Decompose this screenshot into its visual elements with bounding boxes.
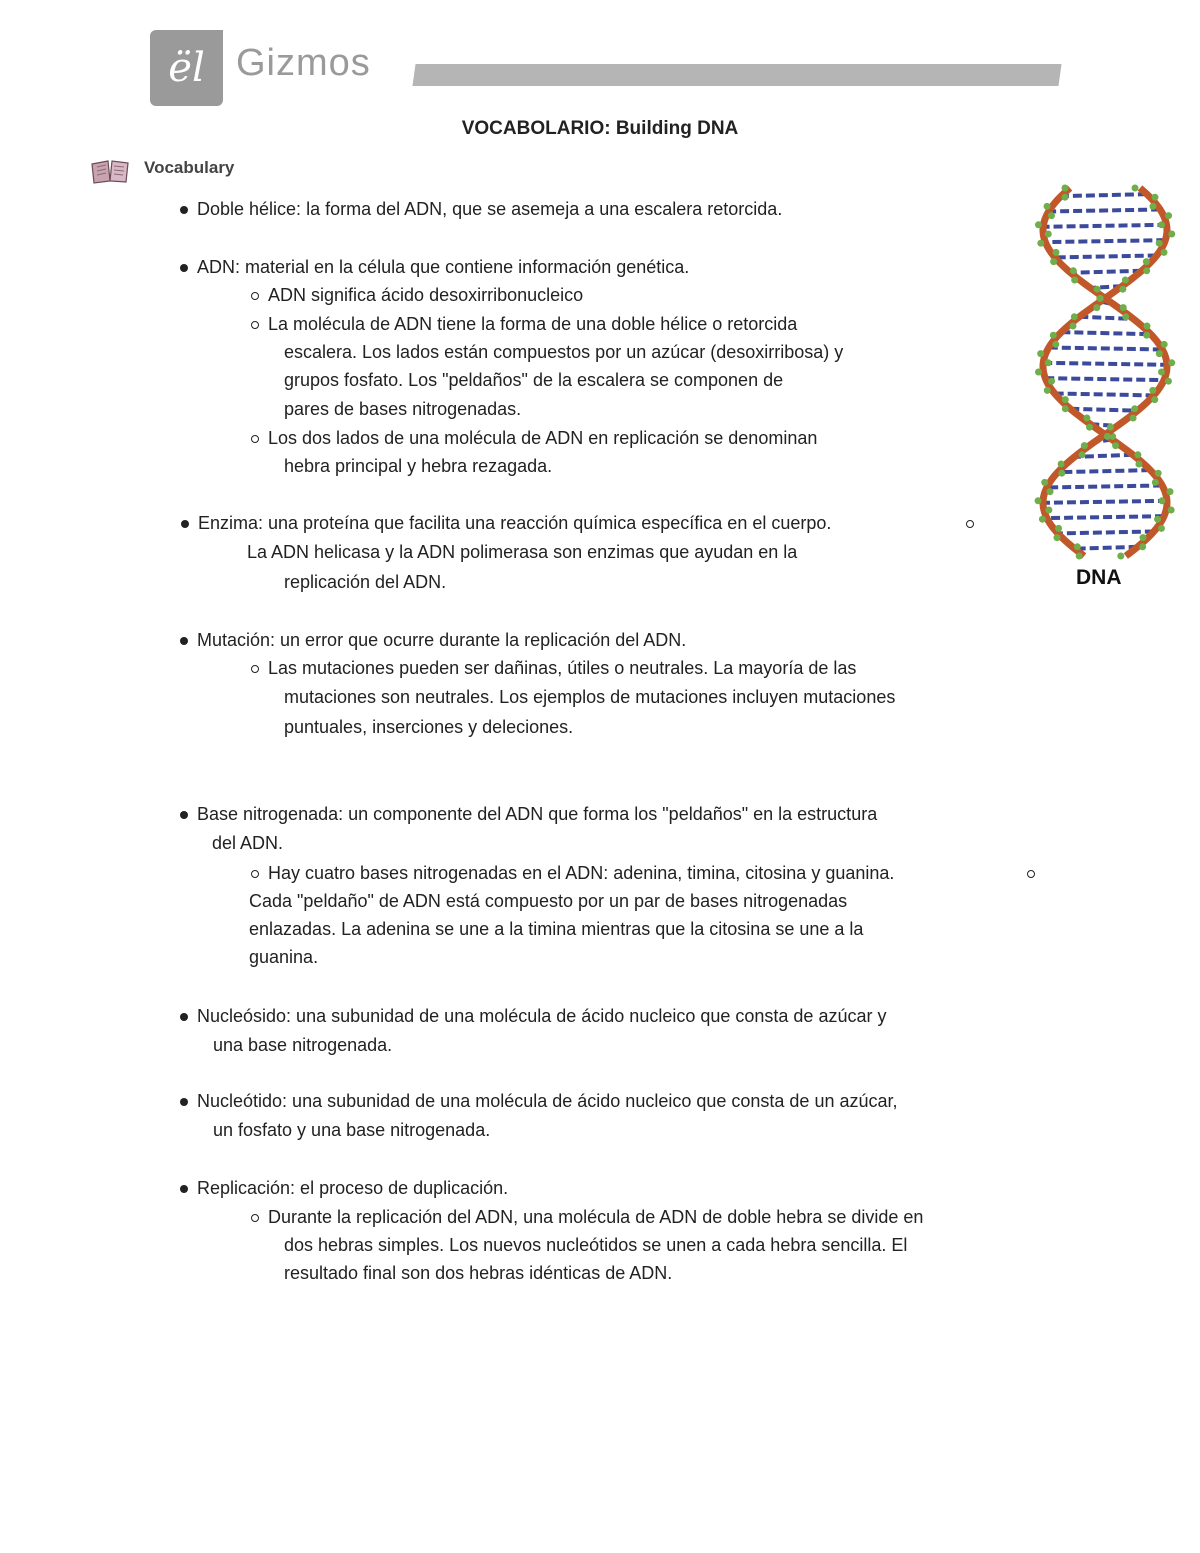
book-icon <box>90 158 130 184</box>
sub-bullet <box>966 520 974 528</box>
dna-atom <box>1035 497 1042 504</box>
entry-mutacion-sub: mutaciones son neutrales. Los ejemplos de mutaciones incluyen mutaciones <box>284 687 896 707</box>
dna-atom <box>1143 323 1150 330</box>
dna-atom <box>1081 442 1088 449</box>
bullet <box>180 637 188 645</box>
entry-base-sub: guanina. <box>249 947 319 967</box>
dna-atom <box>1107 424 1114 431</box>
dna-atom <box>1120 304 1127 311</box>
sub-bullet <box>251 435 259 443</box>
sub-bullet <box>1027 870 1035 878</box>
dna-atom <box>1071 277 1078 284</box>
dna-atom <box>1104 433 1111 440</box>
entry-mutacion: Mutación: un error que ocurre durante la replicación del ADN. <box>197 630 687 650</box>
dna-atom <box>1045 359 1052 366</box>
dna-rung <box>1056 531 1154 533</box>
dna-helix-image <box>1010 176 1200 600</box>
dna-atom <box>1117 553 1124 560</box>
entry-adn-sub: hebra principal y hebra rezagada. <box>284 456 553 476</box>
dna-atom <box>1035 369 1042 376</box>
sub-bullet <box>251 870 259 878</box>
dna-rung <box>1045 378 1165 380</box>
dna-rung <box>1063 194 1147 196</box>
dna-atom <box>1149 387 1156 394</box>
entry-adn-sub: pares de bases nitrogenadas. <box>284 399 522 419</box>
dna-atom <box>1074 543 1081 550</box>
entry-nucleotido: Nucleótido: una subunidad de una molécula de ácido nucleico que consta de un azúcar, <box>197 1091 898 1111</box>
dna-atom <box>1143 332 1150 339</box>
entry-base-sub: Cada "peldaño" de ADN está compuesto por un par de bases nitrogenadas <box>249 891 848 911</box>
dna-atom <box>1166 488 1173 495</box>
entry-adn-sub: grupos fosfato. Los "peldaños" de la escalera se componen de <box>284 370 784 390</box>
dna-rung <box>1068 271 1141 273</box>
dna-caption: DNA <box>1076 566 1122 589</box>
dna-atom <box>1086 424 1093 431</box>
dna-atom <box>1135 461 1142 468</box>
dna-rung <box>1070 409 1139 411</box>
dna-atom <box>1161 341 1168 348</box>
entry-replicacion-sub: resultado final son dos hebras idénticas de ADN. <box>284 1263 673 1283</box>
dna-atom <box>1044 203 1051 210</box>
dna-atom <box>1158 221 1165 228</box>
entry-base-sub: enlazadas. La adenina se une a la timina mientras que la citosina se une a la <box>249 919 864 939</box>
entry-replicacion-sub: Durante la replicación del ADN, una molécula de ADN de doble hebra se divide en <box>268 1207 924 1227</box>
header-bar <box>412 64 1061 86</box>
dna-atom <box>1158 525 1165 532</box>
dna-atom <box>1047 488 1054 495</box>
dna-atom <box>1048 212 1055 219</box>
dna-atom <box>1134 451 1141 458</box>
dna-atom <box>1044 387 1051 394</box>
dna-atom <box>1119 286 1126 293</box>
dna-atom <box>1156 350 1163 357</box>
page-title: VOCABOLARIO: Building DNA <box>461 118 739 139</box>
bullet <box>180 1013 188 1021</box>
dna-atom <box>1149 203 1156 210</box>
dna-atom <box>1052 249 1059 256</box>
dna-atom <box>1037 350 1044 357</box>
dna-atom <box>1132 185 1139 192</box>
gizmos-logo: ël <box>150 30 223 106</box>
dna-atom <box>1097 295 1104 302</box>
dna-atom <box>1151 396 1158 403</box>
entry-adn-sub: La molécula de ADN tiene la forma de una doble hélice o retorcida <box>268 314 798 334</box>
entry-mutacion-sub: Las mutaciones pueden ser dañinas, útiles o neutrales. La mayoría de las <box>268 658 857 678</box>
sub-bullet <box>251 665 259 673</box>
dna-atom <box>1155 470 1162 477</box>
dna-atom <box>1050 258 1057 265</box>
dna-atom <box>1052 341 1059 348</box>
dna-rung <box>1049 347 1161 349</box>
dna-atom <box>1048 378 1055 385</box>
dna-rung <box>1045 240 1166 242</box>
dna-atom <box>1093 304 1100 311</box>
dna-atom <box>1131 405 1138 412</box>
dna-atom <box>1168 359 1175 366</box>
dna-atom <box>1062 405 1069 412</box>
dna-atom <box>1039 516 1046 523</box>
dna-rung <box>1053 255 1156 257</box>
dna-rung <box>1043 363 1167 365</box>
dna-atom <box>1070 323 1077 330</box>
dna-atom <box>1156 240 1163 247</box>
dna-atom <box>1151 194 1158 201</box>
dna-rung <box>1072 547 1137 549</box>
dna-rung <box>1061 332 1148 334</box>
dna-atom <box>1071 313 1078 320</box>
entry-enzima: Enzima: una proteína que facilita una reacción química específica en el cuerpo. <box>198 513 832 533</box>
dna-rung <box>1043 225 1166 227</box>
bullet <box>181 520 189 528</box>
entry-adn-sub: Los dos lados de una molécula de ADN en replicación se denominan <box>268 428 818 448</box>
entry-enzima: La ADN helicasa y la ADN polimerasa son enzimas que ayudan en la <box>247 542 798 562</box>
dna-rung <box>1043 501 1167 503</box>
sub-bullet <box>251 292 259 300</box>
bullet <box>180 811 188 819</box>
dna-atom <box>1139 543 1146 550</box>
dna-atom <box>1154 516 1161 523</box>
entry-adn: ADN: material en la célula que contiene información genética. <box>197 257 690 277</box>
dna-atom <box>1045 507 1052 514</box>
dna-atom <box>1037 240 1044 247</box>
sub-bullet <box>251 1214 259 1222</box>
entry-nucleosido: una base nitrogenada. <box>213 1035 393 1055</box>
entry-replicacion: Replicación: el proceso de duplicación. <box>197 1178 509 1198</box>
dna-rung <box>1060 470 1151 472</box>
dna-atom <box>1122 313 1129 320</box>
dna-atom <box>1062 194 1069 201</box>
entry-base-sub: Hay cuatro bases nitrogenadas en el ADN: adenina, timina, citosina y guanina. <box>268 863 895 883</box>
dna-rung <box>1050 209 1160 211</box>
dna-rung <box>1055 393 1156 395</box>
dna-atom <box>1143 267 1150 274</box>
dna-atom <box>1152 479 1159 486</box>
bullet <box>180 1098 188 1106</box>
entry-adn-sub: ADN significa ácido desoxirribonucleico <box>268 285 584 305</box>
dna-atom <box>1045 231 1052 238</box>
dna-atom <box>1061 185 1068 192</box>
vocabulary-label: Vocabulary <box>144 158 235 177</box>
dna-atom <box>1158 369 1165 376</box>
dna-atom <box>1158 497 1165 504</box>
dna-atom <box>1076 553 1083 560</box>
dna-atom <box>1094 286 1101 293</box>
bullet <box>180 206 188 214</box>
entry-base: del ADN. <box>212 833 284 853</box>
entry-nucleosido: Nucleósido: una subunidad de una molécula de ácido nucleico que consta de azúcar y <box>197 1006 887 1026</box>
dna-atom <box>1053 534 1060 541</box>
entry-replicacion-sub: dos hebras simples. Los nuevos nucleótidos se unen a cada hebra sencilla. El <box>284 1235 908 1255</box>
bullet <box>180 1185 188 1193</box>
dna-atom <box>1165 378 1172 385</box>
entry-adn-sub: escalera. Los lados están compuestos por un azúcar (desoxirribosa) y <box>284 342 844 362</box>
gizmos-header <box>150 30 1062 108</box>
dna-atom <box>1140 534 1147 541</box>
entry-enzima: replicación del ADN. <box>284 572 447 592</box>
dna-atom <box>1161 249 1168 256</box>
entry-nucleotido: un fosfato y una base nitrogenada. <box>213 1120 491 1140</box>
dna-atom <box>1165 212 1172 219</box>
dna-atom <box>1122 277 1129 284</box>
dna-atom <box>1035 221 1042 228</box>
dna-atom <box>1050 332 1057 339</box>
entry-mutacion-sub: puntuales, inserciones y deleciones. <box>284 717 574 737</box>
dna-atom <box>1062 396 1069 403</box>
entry-doble-helice: Doble hélice: la forma del ADN, que se asemeja a una escalera retorcida. <box>197 199 783 219</box>
dna-atom <box>1130 415 1137 422</box>
brand-name: Gizmos <box>236 42 371 84</box>
sub-bullet <box>251 321 259 329</box>
dna-atom <box>1079 451 1086 458</box>
dna-atom <box>1168 231 1175 238</box>
bullet <box>180 264 188 272</box>
dna-atom <box>1083 415 1090 422</box>
dna-atom <box>1168 507 1175 514</box>
dna-rung <box>1046 516 1164 518</box>
dna-atom <box>1058 461 1065 468</box>
dna-atom <box>1112 442 1119 449</box>
dna-atom <box>1143 258 1150 265</box>
dna-atom <box>1070 267 1077 274</box>
dna-atom <box>1055 525 1062 532</box>
dna-atom <box>1041 479 1048 486</box>
entry-base: Base nitrogenada: un componente del ADN que forma los "peldaños" en la estructura <box>197 804 878 824</box>
dna-atom <box>1058 470 1065 477</box>
dna-rung <box>1048 485 1162 487</box>
